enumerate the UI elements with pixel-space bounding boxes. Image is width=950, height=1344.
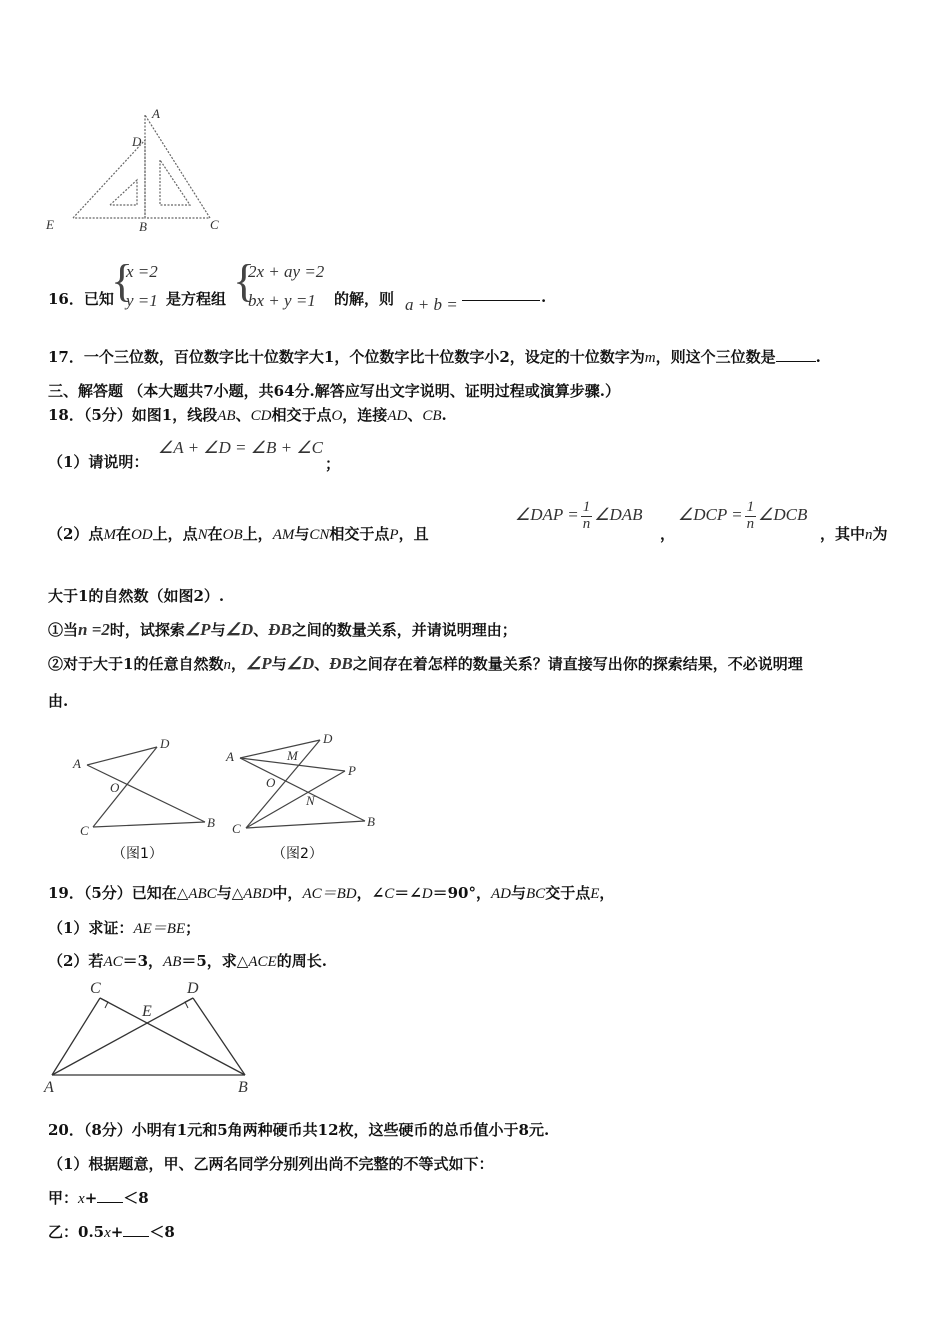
q16-tail: 的解，则	[334, 290, 395, 308]
q18-case2-line2: 由.	[48, 692, 69, 710]
q16-brace-1: {	[111, 255, 134, 306]
q18-figure-2	[220, 728, 390, 836]
q18-figure-1	[65, 735, 225, 835]
q16-end: .	[541, 288, 547, 306]
q16-sys1-line2: y =1	[126, 291, 158, 310]
fig2-label-M: M	[287, 748, 298, 763]
fig2-label-P: P	[348, 763, 356, 778]
q18-case2: ②对于大于1的任意自然数n，∠P与∠D、ÐB之间存在着怎样的数量关系？请直接写出你的探索结果，不必说明理	[48, 654, 803, 673]
q18-comma: ，	[660, 525, 676, 543]
q16-sys2-line1: 2x + ay =2	[248, 262, 325, 281]
q18-fig1-caption: （图1）	[112, 846, 163, 862]
q18-part2-line2: 大于1的自然数（如图2）.	[48, 587, 225, 605]
q16-brace-2: {	[233, 255, 256, 306]
q19-figure	[40, 978, 270, 1098]
q16-mid: 是方程组	[166, 290, 227, 308]
q19-part2: （2）若AC＝3，AB＝5，求△ACE的周长.	[48, 952, 327, 970]
q18-angle-dcp: ∠DCP = $\frac{1}{n}$ ∠DCB	[678, 499, 808, 532]
q17-var: m	[644, 350, 656, 366]
q18-line1: 18．（5分）如图1，线段AB、CD相交于点O，连接AD、CB.	[48, 406, 447, 424]
q19-label-D: D	[187, 980, 199, 997]
fig2-label-O: O	[266, 775, 276, 790]
label-D: D	[132, 134, 142, 149]
q16-sys1-line1: x =2	[126, 262, 158, 281]
q19-label-C: C	[90, 980, 101, 997]
label-B: B	[139, 219, 147, 234]
q18-part1-label: （1）请说明：	[48, 453, 149, 471]
fig2-label-N: N	[306, 793, 315, 808]
q19-label-E: E	[142, 1003, 152, 1020]
q16-sys2-line2: bx + y =1	[248, 291, 316, 310]
triangle-ruler-figure	[40, 100, 240, 240]
label-E: E	[46, 217, 54, 232]
q19-label-A: A	[44, 1079, 54, 1096]
q20-yi: 乙：0.5x+ ＜8	[48, 1223, 175, 1241]
q17-end: .	[815, 348, 821, 366]
q17-text: 17．一个三位数，百位数字比十位数字大1，个位数字比十位数字小2，设定的十位数字为	[48, 348, 645, 366]
q16-answer-blank	[462, 300, 540, 301]
q18-fig2-caption: （图2）	[272, 846, 323, 862]
section-heading: 三、解答题 （本大题共7小题，共64分.解答应写出文字说明、证明过程或演算步骤.）	[48, 382, 620, 400]
q16-number: 16．已知	[48, 290, 114, 308]
q16-expr: a + b =	[405, 295, 458, 314]
q20-line1: 20．（8分）小明有1元和5角两种硬币共12枚，这些硬币的总币值小于8元.	[48, 1121, 550, 1139]
label-A: A	[152, 106, 160, 121]
q18-part1-math: ∠A + ∠D = ∠B + ∠C	[158, 438, 323, 457]
fig1-label-D: D	[160, 736, 170, 751]
q20-jia-blank	[97, 1202, 123, 1203]
q18-part2-tail: ，其中n为	[820, 525, 888, 543]
q18-part2-text: （2）点M在OD上，点N在OB上，AM与CN相交于点P，且	[48, 525, 429, 543]
fig1-label-O: O	[110, 780, 120, 795]
q19-line1: 19．（5分）已知在△ABC与△ABD中，AC＝BD，∠C＝∠D＝90°，AD与BC交于点E，	[48, 884, 615, 902]
q20-yi-blank	[123, 1236, 149, 1237]
q18-case1: ①当n =2时，试探索∠P与∠D、ÐB之间的数量关系，并请说明理由；	[48, 620, 517, 639]
fig1-label-A: A	[73, 756, 81, 771]
q17-line	[48, 346, 821, 367]
q18-part1-end: ；	[325, 455, 341, 473]
q19-label-B: B	[238, 1079, 248, 1096]
fig1-label-C: C	[80, 823, 89, 835]
q19-part1: （1）求证：AE＝BE；	[48, 919, 201, 937]
fig2-label-C: C	[232, 821, 241, 836]
q17-answer-blank	[776, 361, 816, 362]
q20-part1: （1）根据题意，甲、乙两名同学分别列出尚不完整的不等式如下：	[48, 1155, 494, 1173]
fig1-label-B: B	[207, 815, 215, 830]
fig2-label-D: D	[323, 731, 333, 746]
fig2-label-B: B	[367, 814, 375, 829]
q18-angle-dap: ∠DAP = $\frac{1}{n}$ ∠DAB	[515, 499, 643, 532]
q20-jia: 甲：x+ ＜8	[48, 1189, 149, 1207]
label-C: C	[210, 217, 219, 232]
q17-text2: ，则这个三位数是	[655, 348, 776, 366]
fig2-label-A: A	[226, 749, 234, 764]
